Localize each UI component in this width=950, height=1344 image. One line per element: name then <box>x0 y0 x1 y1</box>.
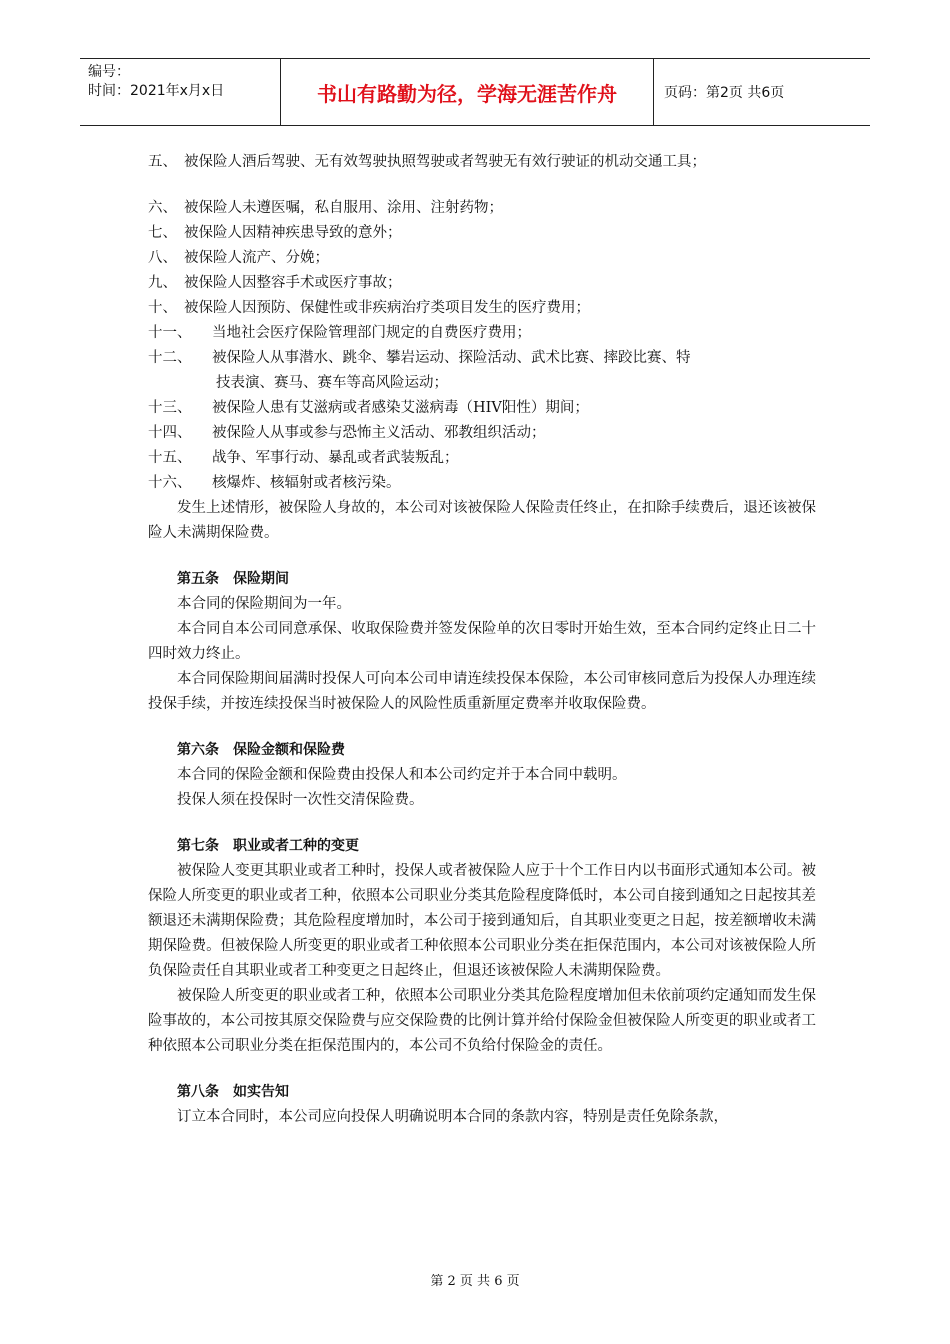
paragraph: 本合同的保险金额和保险费由投保人和本公司约定并于本合同中载明。 <box>177 767 627 783</box>
paragraph: 被保险人变更其职业或者工种时，投保人或者被保险人应于十个工作日内以书面形式通知本公司。被保险人所变更的职业或者工种，依照本公司职业分类其危险程度降低时，本公司自接到通知之日起按其差额退还未满期保险费；其危险程度增加时，本公司于接到通知后，自其职业变更之日起，按差额增收未满期保险费。但被保险人所变更的职业或者工种依照本公司职业分类在拒保范围内，本公司对该被保险人所负保险责任自其职业或者工种变更之日起终止，但退还该被保险人未满期保险费。 <box>148 863 816 979</box>
list-item: 七、 被保险人因精神疾患导致的意外； <box>148 225 402 241</box>
list-item: 五、 被保险人酒后驾驶、无有效驾驶执照驾驶或者驾驶无有效行驶证的机动交通工具； <box>148 154 706 170</box>
section-title: 第八条 如实告知 <box>177 1084 289 1100</box>
list-item: 十二、 被保险人从事潜水、跳伞、攀岩运动、探险活动、武术比赛、摔跤比赛、特 <box>148 350 691 366</box>
paragraph: 订立本合同时，本公司应向投保人明确说明本合同的条款内容，特别是责任免除条款， <box>177 1109 728 1125</box>
section-title: 第七条 职业或者工种的变更 <box>177 838 359 854</box>
section-title: 第六条 保险金额和保险费 <box>177 742 345 758</box>
list-item: 十四、 被保险人从事或参与恐怖主义活动、邪教组织活动； <box>148 425 546 441</box>
page-header <box>80 58 870 126</box>
list-item: 六、 被保险人未遵医嘱，私自服用、涂用、注射药物； <box>148 200 503 216</box>
document-number-label: 编号： <box>88 64 130 80</box>
paragraph: 本合同保险期间届满时投保人可向本公司申请连续投保本保险，本公司审核同意后为投保人办理连续投保手续，并按连续投保当时被保险人的风险性质重新厘定费率并收取保险费。 <box>148 671 816 712</box>
list-item: 十三、 被保险人患有艾滋病或者感染艾滋病毒（HIV阳性）期间； <box>148 400 589 416</box>
section-title: 第五条 保险期间 <box>177 571 289 587</box>
list-item-continuation: 技表演、赛马、赛车等高风险运动； <box>216 375 448 391</box>
list-item: 十、 被保险人因预防、保健性或非疾病治疗类项目发生的医疗费用； <box>148 300 590 316</box>
list-item: 十六、 核爆炸、核辐射或者核污染。 <box>148 475 401 491</box>
exclusion-note: 发生上述情形，被保险人身故的，本公司对该被保险人保险责任终止，在扣除手续费后，退还该被保险人未满期保险费。 <box>148 500 816 541</box>
document-time-label: 时间：2021年x月x日 <box>88 83 225 99</box>
header-motto: 书山有路勤为径，学海无涯苦作舟 <box>280 59 654 125</box>
paragraph: 投保人须在投保时一次性交清保险费。 <box>177 792 424 808</box>
header-page-label: 页码：第2页 共6页 <box>664 85 785 101</box>
list-item: 十一、 当地社会医疗保险管理部门规定的自费医疗费用； <box>148 325 531 341</box>
header-meta <box>80 59 280 125</box>
document-body <box>148 150 816 1130</box>
paragraph: 本合同自本公司同意承保、收取保险费并签发保险单的次日零时开始生效，至本合同约定终止日二十四时效力终止。 <box>148 621 816 662</box>
page-footer: 第 2 页 共 6 页 <box>430 1274 520 1289</box>
list-item: 八、 被保险人流产、分娩； <box>148 250 329 266</box>
paragraph: 本合同的保险期间为一年。 <box>177 596 351 612</box>
list-item: 十五、 战争、军事行动、暴乱或者武装叛乱； <box>148 450 459 466</box>
list-item: 九、 被保险人因整容手术或医疗事故； <box>148 275 402 291</box>
paragraph: 被保险人所变更的职业或者工种，依照本公司职业分类其危险程度增加但未依前项约定通知而发生保险事故的，本公司按其原交保险费与应交保险费的比例计算并给付保险金但被保险人所变更的职业或者工种依照本公司职业分类在拒保范围内的，本公司不负给付保险金的责任。 <box>148 988 816 1054</box>
